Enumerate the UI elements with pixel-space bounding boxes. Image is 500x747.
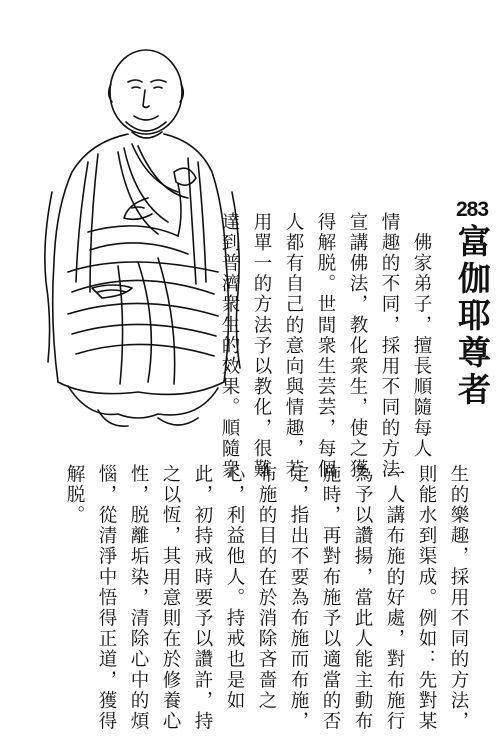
text-column: 此，初持戒時要予以讚許，持 [192, 464, 213, 732]
text-column: 定，指出不要為布施而布施， [288, 464, 309, 732]
entry-number: 283 [455, 198, 489, 221]
text-column: 達到普濟衆生的效果。順隨衆 [219, 212, 240, 480]
text-column: 生的樂趣，採用不同的方法， [448, 464, 469, 732]
text-column: 則能水到渠成。例如：先對某 [416, 464, 437, 732]
text-column: 得解脱。世間衆生芸芸，每個 [315, 212, 336, 480]
page-title: 富伽耶尊者 [453, 224, 492, 409]
text-column: 為予以讚揚，當此人能主動布 [352, 464, 373, 732]
text-column: 一人講布施的好處，對布施行 [384, 464, 405, 732]
text-column: 施時，再對布施予以適當的否 [320, 464, 341, 732]
text-column: 人都有自己的意向與情趣，若 [283, 212, 304, 480]
text-column: 解脱。 [64, 464, 85, 526]
text-column: 布施的目的在於消除吝嗇之 [256, 464, 277, 712]
text-column: 惱，從清淨中悟得正道，獲得 [96, 464, 117, 732]
text-column: 宣講佛法，教化衆生，使之獲 [347, 212, 368, 480]
text-column: 心，利益他人。持戒也是如 [224, 464, 245, 712]
text-column: 之以恆，其用意則在於修養心 [160, 464, 181, 732]
text-column: 情趣的不同，採用不同的方法 [379, 212, 400, 480]
text-column: 佛家弟子，擅長順隨每人 [411, 212, 432, 460]
text-column: 性，脱離垢染，清除心中的煩 [128, 464, 149, 732]
text-column: 用單一的方法予以教化，很難 [251, 212, 272, 480]
